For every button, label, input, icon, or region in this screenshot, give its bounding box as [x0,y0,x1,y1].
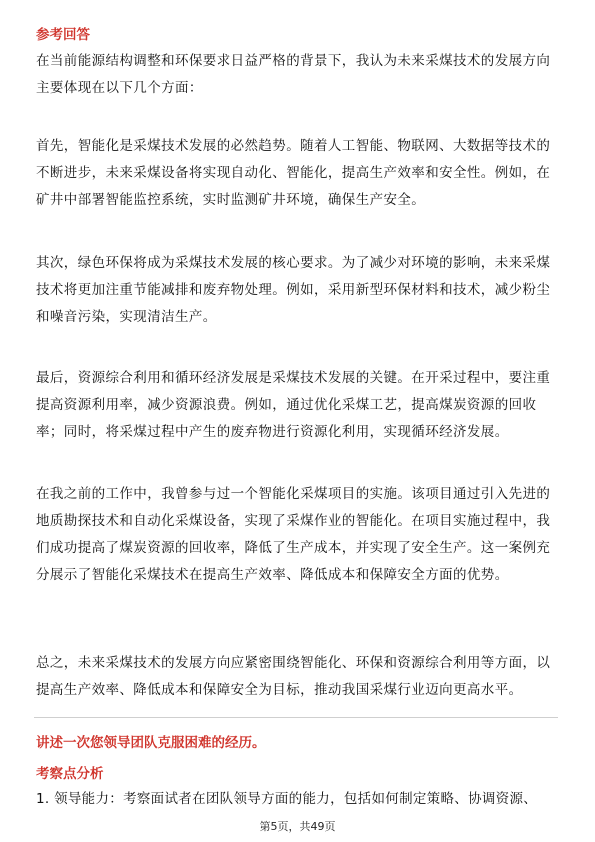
paragraph-green: 其次，绿色环保将成为采煤技术发展的核心要求。为了减少对环境的影响，未来采煤技术将更加注重节能减排和废弃物处理。例如，采用新型环保材料和技术，减少粉尘和噪音污染，实现清洁生产。 [36,255,551,325]
page-footer: 第5页，共49页 [259,820,336,833]
section-divider [34,717,558,718]
next-question: 讲述一次您领导团队克服困难的经历。 [36,735,266,751]
analysis-point-1: 1. 领导能力：考察面试者在团队领导方面的能力，包括如何制定策略、协调资源、 [36,791,538,807]
paragraph-resources: 最后，资源综合利用和循环经济发展是采煤技术发展的关键。在开采过程中，要注重提高资源利用率，减少资源浪费。例如，通过优化采煤工艺，提高煤炭资源的回收率；同时，将采煤过程中产生的废弃物进行资源化利用，实现循环经济发展。 [36,370,551,440]
paragraph-conclusion: 总之，未来采煤技术的发展方向应紧密围绕智能化、环保和资源综合利用等方面，以提高生产效率、降低成本和保障安全为目标，推动我国采煤行业迈向更高水平。 [36,655,551,698]
paragraph-intro: 在当前能源结构调整和环保要求日益严格的背景下，我认为未来采煤技术的发展方向主要体现在以下几个方面： [36,53,551,96]
analysis-heading: 考察点分析 [36,766,104,782]
paragraph-intelligence: 首先，智能化是采煤技术发展的必然趋势。随着人工智能、物联网、大数据等技术的不断进步，未来采煤设备将实现自动化、智能化，提高生产效率和安全性。例如，在矿井中部署智能监控系统，实时监测矿井环境，确保生产安全。 [36,138,551,208]
answer-heading: 参考回答 [36,27,90,43]
paragraph-experience: 在我之前的工作中，我曾参与过一个智能化采煤项目的实施。该项目通过引入先进的地质勘探技术和自动化采煤设备，实现了采煤作业的智能化。在项目实施过程中，我们成功提高了煤炭资源的回收率，降低了生产成本，并实现了安全生产。这一案例充分展示了智能化采煤技术在提高生产效率、降低成本和保障安全方面的优势。 [36,486,551,583]
